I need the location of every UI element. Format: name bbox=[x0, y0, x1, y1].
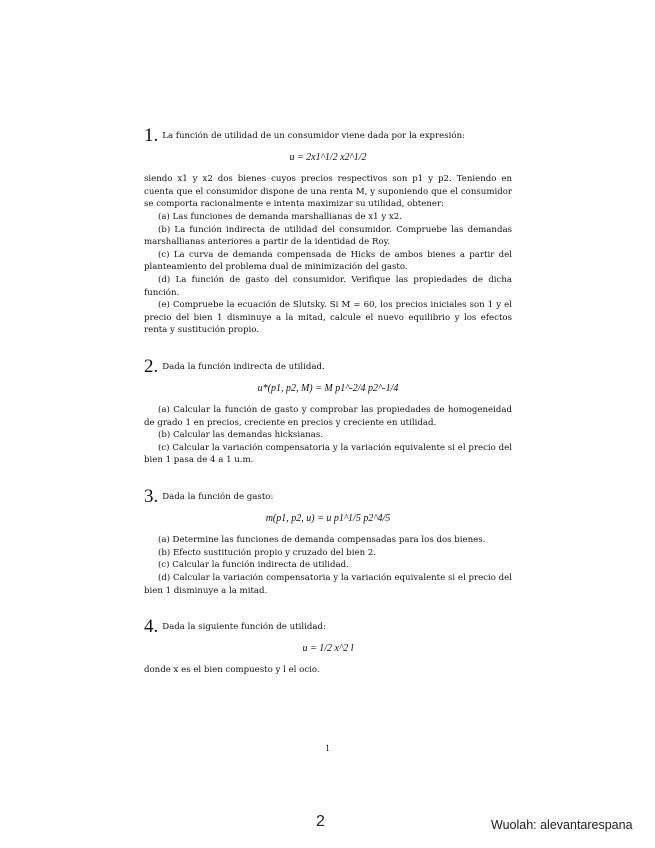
problem-item: (e) Compruebe la ecuación de Slutsky. Si M = 60, los precios iniciales son 1 y el precio del bien 1 disminuye a la mitad, calcule el nuevo equilibrio y los efectos renta y sustitución propio. bbox=[144, 300, 512, 336]
problem-intro: La función de utilidad de un consumidor viene dada por la expresión: bbox=[162, 131, 466, 141]
footer-page-number: 2 bbox=[316, 813, 325, 830]
problem-item: (d) Calcular la variación compensatoria y la variación equivalente si el precio del bien 1 disminuye a la mitad. bbox=[144, 573, 512, 596]
problem-intro: Dada la función de gasto: bbox=[162, 492, 274, 503]
problem-item: (a) Calcular la función de gasto y comprobar las propiedades de homogeneidad de grado 1 en precios, creciente en precios y creciente en utilidad. bbox=[144, 405, 512, 428]
problem-item: (c) La curva de demanda compensada de Hicks de ambos bienes a partir del planteamiento del problema dual de minimización del gasto. bbox=[144, 249, 512, 273]
problem-item: (a) Las funciones de demanda marshallianas de x1 y x2. bbox=[158, 211, 402, 222]
problem-text: donde x es el bien compuesto y l el ocio. bbox=[144, 665, 320, 676]
problem-text: siendo x1 y x2 dos bienes cuyos precios respectivos son p1 y p2. Teniendo en cuenta que el consumidor dispone de una renta M, y suponiendo que el consumidor se comporta racionalmente e intenta maximizar su utilidad, obtener: bbox=[144, 174, 512, 210]
problem-number: 4. bbox=[144, 616, 159, 638]
problem-item: (b) Calcular las demandas hicksianas. bbox=[158, 430, 324, 441]
problem-item: (b) La función indirecta de utilidad del consumidor. Compruebe las demandas marshallianas anteriores a partir de la identidad de Roy. bbox=[144, 224, 512, 248]
document-body bbox=[144, 125, 512, 677]
problem-2 bbox=[144, 355, 512, 467]
problem-intro: Dada la función indirecta de utilidad. bbox=[162, 361, 325, 372]
footer-credit: Wuolah: alevantarespana bbox=[491, 818, 633, 832]
formula: u = 1/2 x^2 l bbox=[302, 642, 354, 654]
problem-item: (d) La función de gasto del consumidor. Verifique las propiedades de dicha función. bbox=[144, 274, 512, 298]
problem-item: (a) Determine las funciones de demanda compensadas para los dos bienes. bbox=[158, 535, 486, 546]
problem-number: 2. bbox=[144, 355, 159, 377]
problem-number: 1. bbox=[144, 125, 159, 146]
problem-1 bbox=[144, 125, 512, 337]
formula: u*(p1, p2, M) = M p1^-2/4 p2^-1/4 bbox=[257, 382, 399, 394]
formula: m(p1, p2, u) = u p1^1/5 p2^4/5 bbox=[265, 512, 391, 524]
problem-4 bbox=[144, 616, 512, 677]
problem-3 bbox=[144, 486, 512, 597]
problem-item: (c) Calcular la variación compensatoria y la variación equivalente si el precio del bien 1 pasa de 4 a 1 u.m. bbox=[144, 442, 512, 466]
problem-intro: Dada la siguiente función de utilidad: bbox=[162, 622, 326, 633]
problem-number: 3. bbox=[144, 486, 159, 508]
problem-item: (b) Efecto sustitución propio y cruzado del bien 2. bbox=[158, 547, 377, 558]
problem-item: (c) Calcular la función indirecta de utilidad. bbox=[158, 560, 349, 571]
page-number: 1 bbox=[325, 743, 330, 753]
formula: u = 2x1^1/2 x2^1/2 bbox=[289, 151, 367, 163]
